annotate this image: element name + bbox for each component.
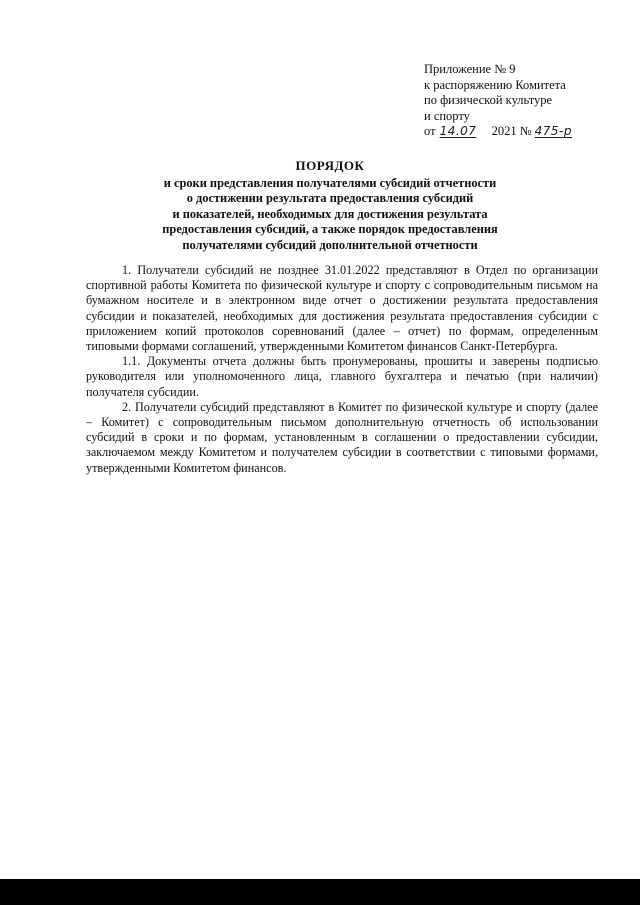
document-body — [86, 263, 598, 476]
document-title — [90, 158, 570, 254]
appendix-line-3: по физической культуре — [424, 93, 553, 108]
appendix-line-2: к распоряжению Комитета — [424, 77, 566, 92]
appendix-date-line — [424, 124, 624, 140]
appendix-header — [424, 62, 624, 140]
title-main: ПОРЯДОК — [295, 158, 365, 173]
date-prefix: от — [424, 124, 436, 139]
paragraph-2: 2. Получатели субсидий представляют в Комитет по физической культуре и спорту (далее – Комитет) с сопроводительным письмом дополнительную отчетность об использовании субсидий в сроки и по формам, установленным в соглашении о предоставлении субсидии, заключаемом между Комитетом и получателем субсидии в соответствии с типовыми формами, утвержденными Комитетом финансов. — [86, 399, 598, 475]
title-line-4: предоставления субсидий, а также порядок предоставления — [162, 222, 498, 237]
handwritten-date: 14.07 — [439, 124, 477, 139]
paragraph-1: 1. Получатели субсидий не позднее 31.01.2022 представляют в Отдел по организации спортивной работы Комитета по физической культуре и спорту с сопроводительным письмом на бумажном носителе и в электронном виде отчет о достижении результата предоставления субсидии и показателей, необходимых для достижения результата предоставления субсидии с приложением копий протоколов соревнований (далее – отчет) по формам, определенным типовыми формами соглашений, утвержденными Комитетом финансов Санкт-Петербурга. — [86, 263, 598, 354]
title-line-3: и показателей, необходимых для достижения результата — [172, 206, 488, 221]
title-line-2: о достижении результата предоставления субсидий — [186, 191, 474, 206]
paragraph-1-1: 1.1. Документы отчета должны быть пронумерованы, прошиты и заверены подписью руководителя или уполномоченного лица, главного бухгалтера и печатью (при наличии) получателя субсидии. — [86, 354, 598, 399]
appendix-line-1: Приложение № 9 — [424, 62, 516, 76]
scan-border-bar — [0, 879, 640, 905]
title-line-5: получателями субсидий дополнительной отчетности — [182, 237, 478, 252]
appendix-line-4: и спорту — [424, 108, 470, 123]
handwritten-number: 475-р — [534, 124, 572, 139]
title-line-1: и сроки представления получателями субсидий отчетности — [163, 175, 497, 190]
year-and-number-label: 2021 № — [491, 124, 532, 139]
